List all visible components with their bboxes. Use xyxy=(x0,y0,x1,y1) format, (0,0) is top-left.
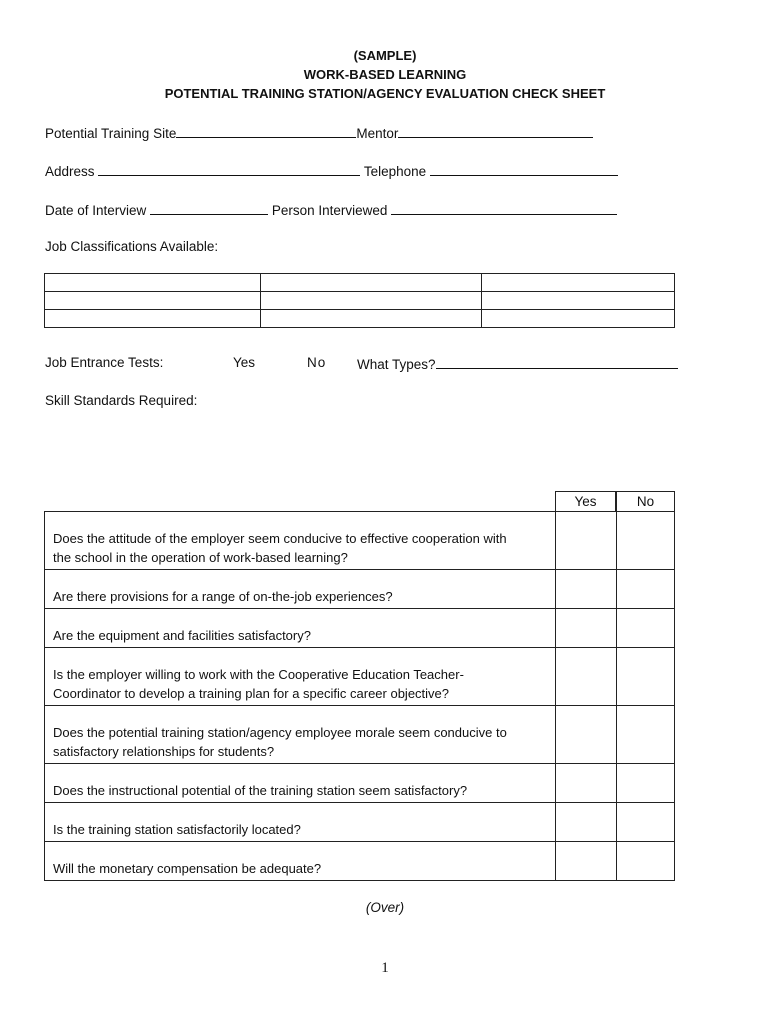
question-text-line: satisfactory relationships for students? xyxy=(53,744,275,759)
address-blank[interactable] xyxy=(98,162,360,176)
no-column-header: No xyxy=(616,491,675,511)
evaluation-question-row xyxy=(44,511,675,569)
no-check-cell[interactable] xyxy=(616,647,675,705)
question-text-line: Is the training station satisfactorily located? xyxy=(53,822,301,837)
page-number: 1 xyxy=(381,960,389,976)
question-text-cell xyxy=(44,841,555,880)
training-site-row xyxy=(45,124,593,142)
doc-title-sample: (SAMPLE) xyxy=(353,48,417,63)
date-of-interview-blank[interactable] xyxy=(150,201,268,215)
question-text-line: Are there provisions for a range of on-the-job experiences? xyxy=(53,589,393,604)
evaluation-question-row xyxy=(44,763,675,802)
yes-check-cell[interactable] xyxy=(555,763,616,802)
yes-check-cell[interactable] xyxy=(555,511,616,569)
question-text-cell xyxy=(44,569,555,608)
what-types-row xyxy=(357,355,678,373)
question-text-line: Does the potential training station/agency employee morale seem conducive to xyxy=(53,725,507,740)
what-types-label: What Types? xyxy=(357,357,436,372)
date-of-interview-label: Date of Interview xyxy=(45,203,147,218)
yes-column-header: Yes xyxy=(555,491,616,511)
mentor-blank[interactable] xyxy=(398,124,593,138)
evaluation-question-row xyxy=(44,802,675,841)
yes-check-cell[interactable] xyxy=(555,569,616,608)
question-text-cell xyxy=(44,608,555,647)
yes-check-cell[interactable] xyxy=(555,841,616,880)
job-entrance-tests-label: Job Entrance Tests: xyxy=(45,355,164,370)
question-text-line: Does the instructional potential of the training station seem satisfactory? xyxy=(53,783,468,798)
job-class-cell[interactable] xyxy=(45,310,261,328)
evaluation-question-row xyxy=(44,569,675,608)
question-text-line: Coordinator to develop a training plan for a specific career objective? xyxy=(53,686,450,701)
doc-title-main: POTENTIAL TRAINING STATION/AGENCY EVALUATION CHECK SHEET xyxy=(164,86,606,101)
no-check-cell[interactable] xyxy=(616,841,675,880)
no-check-cell[interactable] xyxy=(616,763,675,802)
evaluation-question-row xyxy=(44,647,675,705)
skill-standards-label: Skill Standards Required: xyxy=(45,393,198,408)
question-text-cell xyxy=(44,763,555,802)
question-text-line: the school in the operation of work-based learning? xyxy=(53,550,348,565)
job-class-cell[interactable] xyxy=(482,292,675,310)
yes-check-cell[interactable] xyxy=(555,608,616,647)
job-class-cell[interactable] xyxy=(45,292,261,310)
over-note: (Over) xyxy=(365,900,405,915)
no-check-cell[interactable] xyxy=(616,608,675,647)
evaluation-question-row xyxy=(44,705,675,763)
question-text-line: Will the monetary compensation be adequate? xyxy=(53,861,322,876)
question-text-line: Does the attitude of the employer seem conducive to effective cooperation with xyxy=(53,531,507,546)
question-text-line: Is the employer willing to work with the Cooperative Education Teacher- xyxy=(53,667,464,682)
address-row xyxy=(45,162,618,180)
question-text-line: Are the equipment and facilities satisfactory? xyxy=(53,628,311,643)
evaluation-question-row xyxy=(44,608,675,647)
no-check-cell[interactable] xyxy=(616,511,675,569)
job-entrance-yes-option[interactable]: Yes xyxy=(233,355,256,370)
telephone-label: Telephone xyxy=(363,164,427,179)
doc-title-program: WORK-BASED LEARNING xyxy=(303,67,467,82)
question-text-cell xyxy=(44,647,555,705)
person-interviewed-label: Person Interviewed xyxy=(271,203,388,218)
yes-check-cell[interactable] xyxy=(555,705,616,763)
mentor-label: Mentor xyxy=(356,126,399,141)
job-class-cell[interactable] xyxy=(482,274,675,292)
job-class-cell[interactable] xyxy=(261,274,482,292)
interview-row xyxy=(45,201,617,219)
job-classifications-label: Job Classifications Available: xyxy=(45,239,219,254)
job-class-cell[interactable] xyxy=(482,310,675,328)
no-check-cell[interactable] xyxy=(616,569,675,608)
job-class-cell[interactable] xyxy=(45,274,261,292)
no-check-cell[interactable] xyxy=(616,705,675,763)
question-text-cell xyxy=(44,802,555,841)
job-class-cell[interactable] xyxy=(261,310,482,328)
what-types-blank[interactable] xyxy=(436,355,678,369)
evaluation-question-row xyxy=(44,841,675,880)
job-class-cell[interactable] xyxy=(261,292,482,310)
job-classifications-grid xyxy=(44,273,675,328)
no-check-cell[interactable] xyxy=(616,802,675,841)
telephone-blank[interactable] xyxy=(430,162,618,176)
address-label: Address xyxy=(45,164,95,179)
person-interviewed-blank[interactable] xyxy=(391,201,617,215)
yes-check-cell[interactable] xyxy=(555,802,616,841)
table-bottom-border xyxy=(44,880,675,881)
training-site-label: Potential Training Site xyxy=(45,126,177,141)
yes-check-cell[interactable] xyxy=(555,647,616,705)
training-site-blank[interactable] xyxy=(176,124,356,138)
job-entrance-no-option[interactable]: No xyxy=(307,355,327,370)
question-text-cell xyxy=(44,511,555,569)
question-text-cell xyxy=(44,705,555,763)
evaluation-table xyxy=(44,491,675,881)
